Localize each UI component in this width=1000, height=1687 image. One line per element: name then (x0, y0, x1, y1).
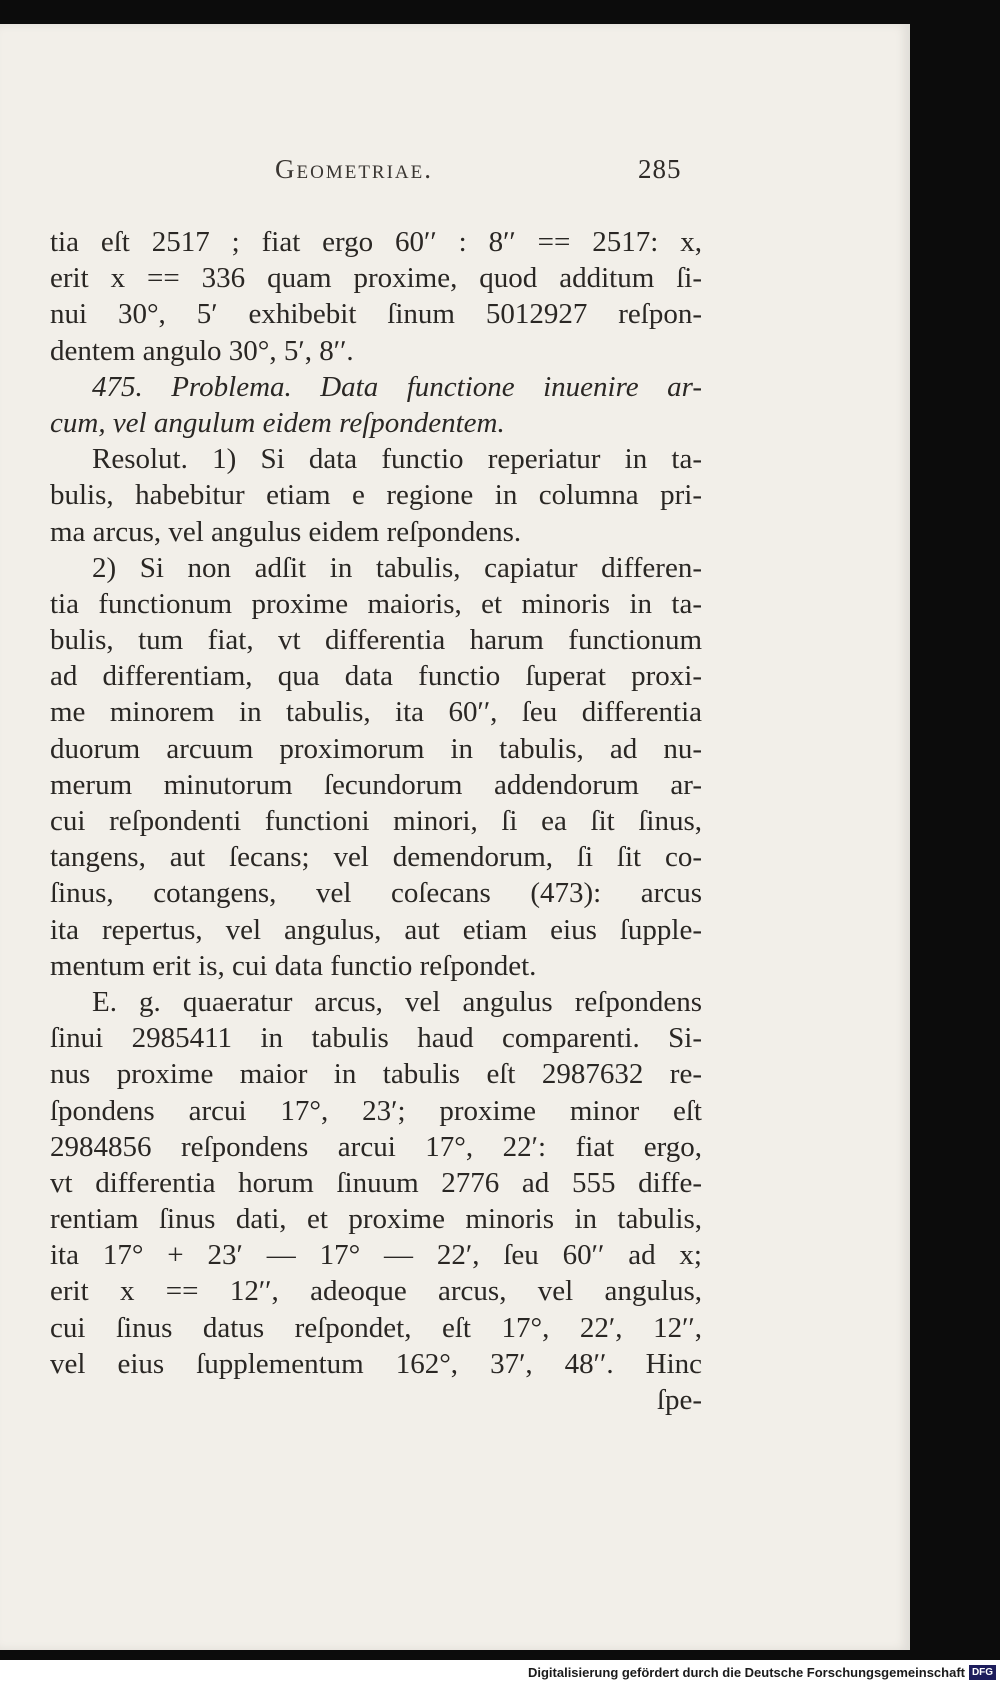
text-line: tangens, aut ſecans; vel demendorum, ſi ſit co- (50, 841, 702, 874)
text-line: ita repertus, vel angulus, aut etiam eius ſupple- (50, 913, 702, 946)
text-line: ma arcus, vel angulus eidem reſpondens. (50, 515, 522, 548)
text-line: 2984856 reſpondens arcui 17°, 22ʹ: fiat ergo, (50, 1130, 702, 1163)
text-line: bulis, tum fiat, vt differentia harum functionum (50, 624, 702, 657)
footer-bar (0, 1660, 1000, 1687)
book-page (0, 24, 910, 1650)
text-line: me minorem in tabulis, ita 60ʹʹ, ſeu differentia (50, 696, 702, 729)
running-head: Geometriae. (275, 154, 434, 184)
text-line: ſinui 2985411 in tabulis haud comparenti. Si- (50, 1022, 702, 1055)
text-line: 2) Si non adſit in tabulis, capiatur differen- (92, 551, 702, 584)
text-line: mentum erit is, cui data functio reſpondet. (50, 949, 537, 982)
problem-heading-line: 475. Problema. Data functione inuenire ar- (92, 370, 702, 403)
funding-credit: Digitalisierung gefördert durch die Deutsche Forschungsgemeinschaft (527, 1665, 965, 1680)
example-line: E. g. quaeratur arcus, vel angulus reſpondens (92, 985, 702, 1018)
text-line: cui ſinus datus reſpondet, eſt 17°, 22ʹ, 12ʹʹ, (50, 1311, 702, 1344)
text-line: ita 17° + 23ʹ — 17° — 22ʹ, ſeu 60ʹʹ ad x; (50, 1239, 702, 1272)
text-line: bulis, habebitur etiam e regione in columna pri- (50, 479, 702, 512)
text-line: ad differentiam, qua data functio ſuperat proxi- (50, 660, 702, 693)
text-line: ſinus, cotangens, vel coſecans (473): arcus (50, 877, 702, 910)
dfg-logo-icon: DFG (969, 1665, 996, 1680)
text-line: rentiam ſinus dati, et proxime minoris in tabulis, (50, 1203, 702, 1236)
page-number: 285 (638, 154, 682, 184)
text-line: dentem angulo 30°, 5ʹ, 8ʹʹ. (50, 334, 354, 367)
page-header (0, 154, 910, 194)
text-line: tia functionum proxime maioris, et minoris in ta- (50, 587, 702, 620)
text-line: erit x == 12ʹʹ, adeoque arcus, vel angulus, (50, 1275, 702, 1308)
text-line: vel eius ſupplementum 162°, 37ʹ, 48ʹʹ. Hinc (50, 1347, 702, 1380)
catchword: ſpe- (656, 1384, 702, 1416)
text-line: tia eſt 2517 ; fiat ergo 60ʹʹ : 8ʹʹ == 2517: x, (50, 226, 702, 258)
page-body (50, 224, 702, 1418)
resolution-line: Resolut. 1) Si data functio reperiatur in ta- (92, 443, 702, 476)
problem-heading-line: cum, vel angulum eidem reſpondentem. (50, 406, 505, 439)
text-line: merum minutorum ſecundorum addendorum ar- (50, 768, 702, 801)
text-line: ſpondens arcui 17°, 23ʹ; proxime minor eſt (50, 1094, 702, 1127)
text-line: erit x == 336 quam proxime, quod additum ſi- (50, 262, 702, 295)
text-line: vt differentia horum ſinuum 2776 ad 555 diffe- (50, 1166, 702, 1199)
text-line: nui 30°, 5ʹ exhibebit ſinum 5012927 reſpon- (50, 298, 702, 331)
text-line: cui reſpondenti functioni minori, ſi ea ſit ſinus, (50, 805, 702, 837)
text-line: nus proxime maior in tabulis eſt 2987632 re- (50, 1058, 702, 1091)
text-line: duorum arcuum proximorum in tabulis, ad nu- (50, 732, 702, 765)
